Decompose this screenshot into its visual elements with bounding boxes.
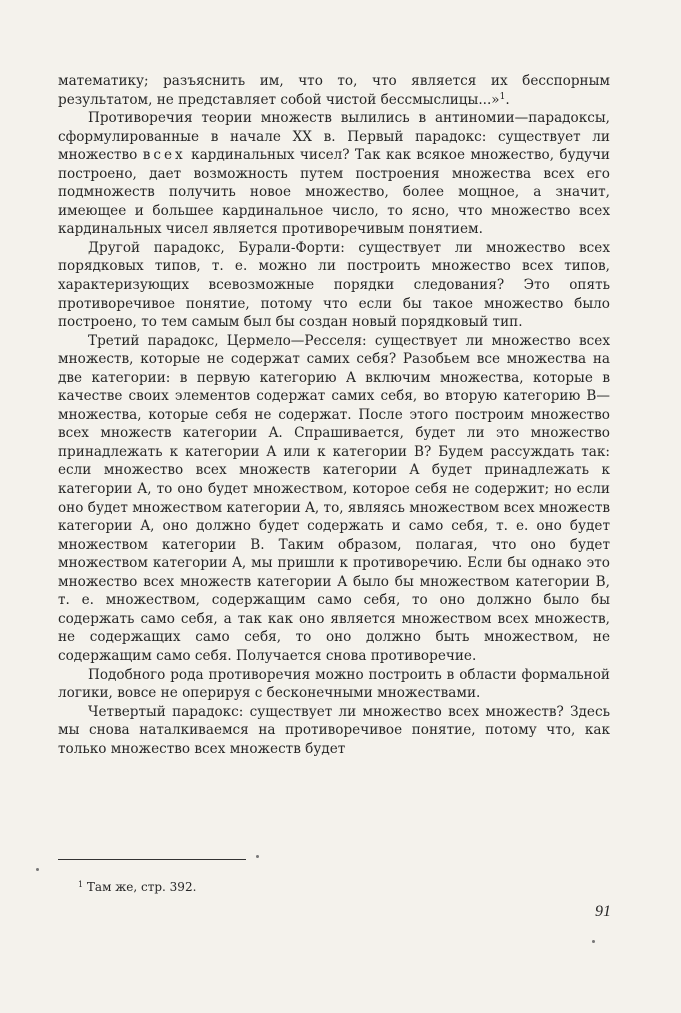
paragraph-2-before: Противоречия теории множеств вылились в антиномии—парадоксы, сформулированные в начале XX в. Первый парадокс: существует ли множество (58, 110, 610, 164)
footnote-divider (58, 859, 246, 860)
paragraph-formal-logic: Подобного рода противоречия можно построить в области формальной логики, вовсе не оперируя с бесконечными множествами. (58, 666, 610, 702)
paragraph-1-end: . (505, 91, 510, 108)
paragraph-first-paradox (58, 109, 610, 239)
paragraph-burali-forti: Другой парадокс, Бурали-Форти: существует ли множество всех порядковых типов, т. е. можно ли построить множество всех типов, характеризующих всевозможные порядки следования? Это опять противоречивое понятие, потому что если бы такое множество было построено, то тем самым был бы создан новый порядковый тип. (58, 239, 610, 331)
emphasis-spaced-word: всех (142, 147, 186, 164)
paragraph-fourth-paradox: Четвертый парадокс: существует ли множество всех множеств? Здесь мы снова наталкиваемся на противоречивое понятие, потому что, как только множество всех множеств будет (58, 703, 610, 757)
page-number: 91 (595, 903, 611, 920)
paragraph-continuation (58, 72, 610, 109)
paragraph-zermelo-russell: Третий парадокс, Цермело—Ресселя: существует ли множество всех множеств, которые не содержат самих себя? Разобьем все множества на две категории: в первую категорию A включим множества, которые в качестве своих элементов содержат самих себя, во вторую категорию B—множества, которые себя не содержат. После этого построим множество всех множеств категории A. Спрашивается, будет ли это множество принадлежать к категории A или к категории B? Будем рассуждать так: если множество всех множеств категории A будет принадлежать к категории A, то оно будет множеством, которое себя не содержит; но если оно будет множеством категории A, то, являясь множеством всех множеств категории A, оно должно будет содержать и само себя, т. е. оно будет множеством категории B. Таким образом, полагая, что оно будет множеством категории A, мы пришли к противоречию. Если бы однако это множество всех множеств категории A было бы множеством категории B, т. е. множеством, содержащим само себя, то оно должно было бы содержать само себя, а так как оно является множеством всех множеств, не содержащих само себя, то оно должно быть множеством, не содержащим само себя. Получается снова противоречие. (58, 332, 610, 664)
body-text (58, 72, 610, 758)
footnote-marker: 1 (78, 880, 84, 889)
print-speck (36, 868, 39, 871)
paragraph-1-text: математику; разъяснить им, что то, что является их бесспорным результатом, не представляет собой чистой бессмыслицы...» (58, 73, 610, 108)
footnote (78, 877, 196, 895)
print-speck (592, 940, 595, 943)
paragraph-2-after: кардинальных чисел? Так как всякое множество, будучи построено, дает возможность путем построения множества всех его подмножеств получить новое множество, более мощное, а значит, имеющее и большее кардинальное число, то ясно, что множество всех кардинальных чисел является противоречивым понятием. (58, 147, 610, 238)
footnote-text: Там же, стр. 392. (86, 880, 197, 894)
footnote-reference[interactable]: 1 (499, 91, 506, 102)
print-speck (256, 855, 259, 858)
